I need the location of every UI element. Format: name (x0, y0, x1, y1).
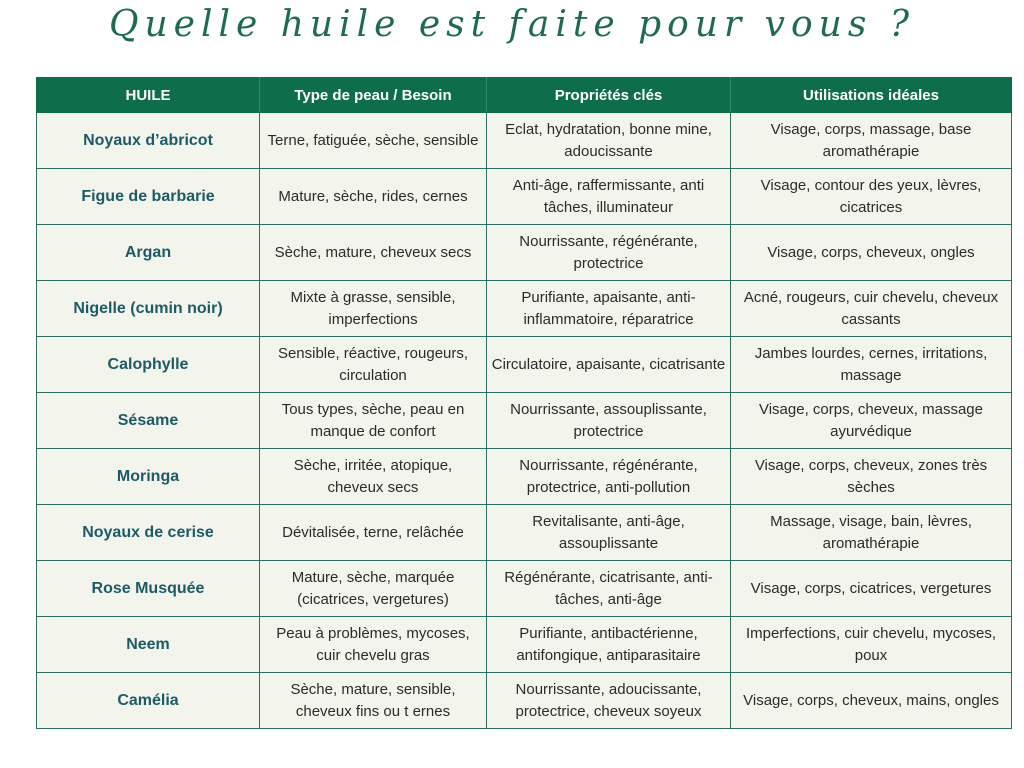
properties-cell: Anti-âge, raffermissante, anti tâches, illuminateur (487, 169, 731, 225)
table-row (37, 337, 1012, 393)
uses-cell: Visage, corps, cheveux, zones très sèches (731, 449, 1012, 505)
oil-name-cell: Rose Musquée (37, 561, 260, 617)
oil-name-cell: Moringa (37, 449, 260, 505)
uses-cell: Visage, contour des yeux, lèvres, cicatrices (731, 169, 1012, 225)
table-row (37, 561, 1012, 617)
uses-cell: Visage, corps, massage, base aromathérapie (731, 113, 1012, 169)
oil-name-cell: Neem (37, 617, 260, 673)
skin-type-cell: Mixte à grasse, sensible, imperfections (260, 281, 487, 337)
table-header-row (37, 78, 1012, 113)
oil-name-cell: Argan (37, 225, 260, 281)
skin-type-cell: Sèche, irritée, atopique, cheveux secs (260, 449, 487, 505)
skin-type-cell: Sèche, mature, sensible, cheveux fins ou t ernes (260, 673, 487, 729)
oil-name-cell: Figue de barbarie (37, 169, 260, 225)
oil-name-cell: Noyaux de cerise (37, 505, 260, 561)
table-row (37, 113, 1012, 169)
properties-cell: Nourrissante, adoucissante, protectrice, cheveux soyeux (487, 673, 731, 729)
properties-cell: Régénérante, cicatrisante, anti-tâches, anti-âge (487, 561, 731, 617)
properties-cell: Purifiante, apaisante, anti-inflammatoire, réparatrice (487, 281, 731, 337)
table-row (37, 617, 1012, 673)
table-row (37, 673, 1012, 729)
uses-cell: Massage, visage, bain, lèvres, aromathérapie (731, 505, 1012, 561)
oil-name-cell: Noyaux d’abricot (37, 113, 260, 169)
properties-cell: Nourrissante, régénérante, protectrice, anti-pollution (487, 449, 731, 505)
table-row (37, 449, 1012, 505)
uses-cell: Visage, corps, cheveux, ongles (731, 225, 1012, 281)
table-row (37, 281, 1012, 337)
uses-cell: Visage, corps, cicatrices, vergetures (731, 561, 1012, 617)
table-row (37, 225, 1012, 281)
properties-cell: Purifiante, antibactérienne, antifongique, antiparasitaire (487, 617, 731, 673)
uses-cell: Visage, corps, cheveux, mains, ongles (731, 673, 1012, 729)
uses-cell: Imperfections, cuir chevelu, mycoses, poux (731, 617, 1012, 673)
table-row (37, 169, 1012, 225)
oil-name-cell: Camélia (37, 673, 260, 729)
header-utilisations: Utilisations idéales (731, 78, 1012, 113)
properties-cell: Eclat, hydratation, bonne mine, adoucissante (487, 113, 731, 169)
page-title: Quelle huile est faite pour vous ? (108, 4, 916, 45)
properties-cell: Revitalisante, anti-âge, assouplissante (487, 505, 731, 561)
skin-type-cell: Dévitalisée, terne, relâchée (260, 505, 487, 561)
table-row (37, 505, 1012, 561)
oils-table (36, 77, 1012, 729)
skin-type-cell: Mature, sèche, marquée (cicatrices, vergetures) (260, 561, 487, 617)
skin-type-cell: Peau à problèmes, mycoses, cuir chevelu gras (260, 617, 487, 673)
table-row (37, 393, 1012, 449)
properties-cell: Nourrissante, régénérante, protectrice (487, 225, 731, 281)
uses-cell: Acné, rougeurs, cuir chevelu, cheveux cassants (731, 281, 1012, 337)
oil-name-cell: Sésame (37, 393, 260, 449)
header-type-de-peau: Type de peau / Besoin (260, 78, 487, 113)
header-proprietes: Propriétés clés (487, 78, 731, 113)
header-huile: HUILE (37, 78, 260, 113)
properties-cell: Nourrissante, assouplissante, protectrice (487, 393, 731, 449)
oil-name-cell: Nigelle (cumin noir) (37, 281, 260, 337)
uses-cell: Jambes lourdes, cernes, irritations, massage (731, 337, 1012, 393)
skin-type-cell: Tous types, sèche, peau en manque de confort (260, 393, 487, 449)
uses-cell: Visage, corps, cheveux, massage ayurvédique (731, 393, 1012, 449)
oil-name-cell: Calophylle (37, 337, 260, 393)
skin-type-cell: Terne, fatiguée, sèche, sensible (260, 113, 487, 169)
skin-type-cell: Sèche, mature, cheveux secs (260, 225, 487, 281)
skin-type-cell: Sensible, réactive, rougeurs, circulation (260, 337, 487, 393)
skin-type-cell: Mature, sèche, rides, cernes (260, 169, 487, 225)
properties-cell: Circulatoire, apaisante, cicatrisante (487, 337, 731, 393)
